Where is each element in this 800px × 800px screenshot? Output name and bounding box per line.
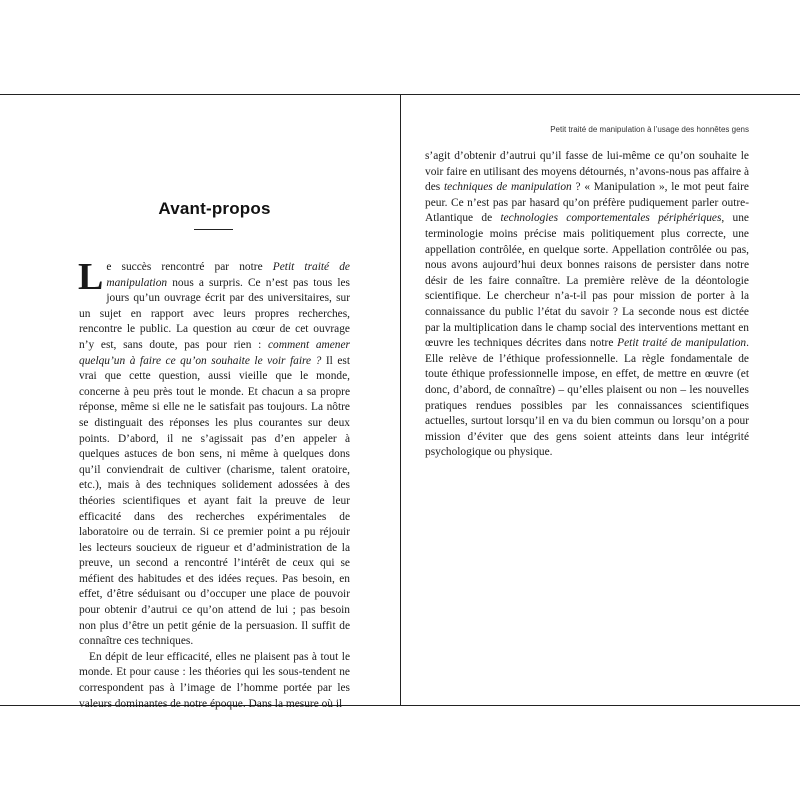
left-page-text	[78, 256, 350, 712]
paragraph	[78, 256, 350, 650]
paragraph-content: e succès rencontré par notre Petit traité de manipulation nous a surpris. Ce n’est pas tous les jours qu’un ouvrage écrit par des universitaires, sur un sujet en rapport avec leurs propres recherches, rencontre le public. La question au cœur de cet ouvrage n’y est, sans doute, pas pour rien : comment amener quelqu’un à faire ce qu’on souhaite le voir faire ? Il est vrai que cette question, aussi vieille que le monde, concerne à peu près tout le monde. Et chacun a sa propre réponse, même si elle ne le satisfait pas toujours. La nôtre se distinguait des réponses les plus courantes sur deux points. D’abord, il ne s’agissait pas d’en appeler à quelques astuces de bon sens, ni même à quelques dons qu’il conviendrait de cultiver (charisme, talent oratoire, etc.), mais à des techniques solidement adossées à des théories scientifiques et ayant fait la preuve de leur efficacité dans des recherches expérimentales de laboratoire ou de terrain. Si ce premier point a pu réjouir les lecteurs soucieux de rigueur et d’administration de la preuve, un second a rencontré l’intérêt de ceux qui se méfient des habitudes et des idées reçues. Pas besoin, en effet, d’être séduisant ou d’occuper une place de pouvoir pour obtenir d’autrui ce qu’on attend de lui ; pas besoin non plus d’être un petit génie de la persuasion. Il suffit de connaître ces techniques.	[79, 261, 350, 648]
running-head: Petit traité de manipulation à l’usage des honnêtes gens	[550, 125, 749, 134]
paragraph	[79, 650, 350, 712]
paragraph-content: s’agit d’obtenir d’autrui qu’il fasse de lui-même ce qu’on souhaite le voir faire en utilisant des moyens détournés, n’avons-nous pas affaire à des techniques de manipulation ? « Manipulation », le mot peut faire peur. Ce n’est pas par hasard qu’on préfère pudiquement parler outre-Atlantique de technologies comportementales périphériques, une terminologie moins précise mais politiquement plus correcte, une appellation contrôlée, en quelque sorte. Appellation contrôlée ou pas, nous avons aujourd’hui deux bonnes raisons de persister dans notre désir de les faire connaître. La première relève de la déontologie scientifique. Le chercheur n’a-t-il pas pour mission de porter à la connaissance du public l’état du savoir ? La seconde nous est dictée par la multiplication dans le champ social des interventions mettant en œuvre les techniques décrites dans notre Petit traité de manipulation. Elle relève de l’éthique professionnelle. La règle fondamentale de toute éthique professionnelle impose, en effet, de mettre en œuvre (et donc, d’abord, de connaître) – qu’elles plaisent ou non – les nouvelles pratiques rendues possibles par les connaissances scientifiques actuelles, surtout lorsqu’il en va du bien commun ou lorsqu’on a pour mission d’éviter que des gens soient atteints dans leur intégrité psychologique ou physique.	[425, 150, 750, 459]
right-page-text	[425, 149, 749, 461]
italic-phrase: technologies comportementales périphériques	[500, 212, 722, 225]
italic-phrase: comment amener quelqu’un à faire ce qu’on souhaite le voir faire ?	[79, 338, 350, 367]
title-rule	[194, 229, 233, 230]
chapter-title: Avant-propos	[158, 199, 271, 218]
italic-phrase: Petit traité de manipulation	[106, 261, 350, 289]
italic-phrase: Petit traité de manipulation	[617, 337, 747, 350]
right-page	[401, 95, 800, 705]
paragraph-content: En dépit de leur efficacité, elles ne plaisent pas à tout le monde. Et pour cause : les théories qui les sous-tendent ne correspondent pas à l’image de l’homme portée par les valeurs dominantes de notre époque. Dans la mesure où il	[79, 650, 350, 710]
paragraph	[425, 149, 749, 461]
drop-cap: L	[78, 256, 104, 298]
left-page	[0, 95, 400, 710]
italic-phrase: techniques de manipulation	[443, 181, 572, 194]
